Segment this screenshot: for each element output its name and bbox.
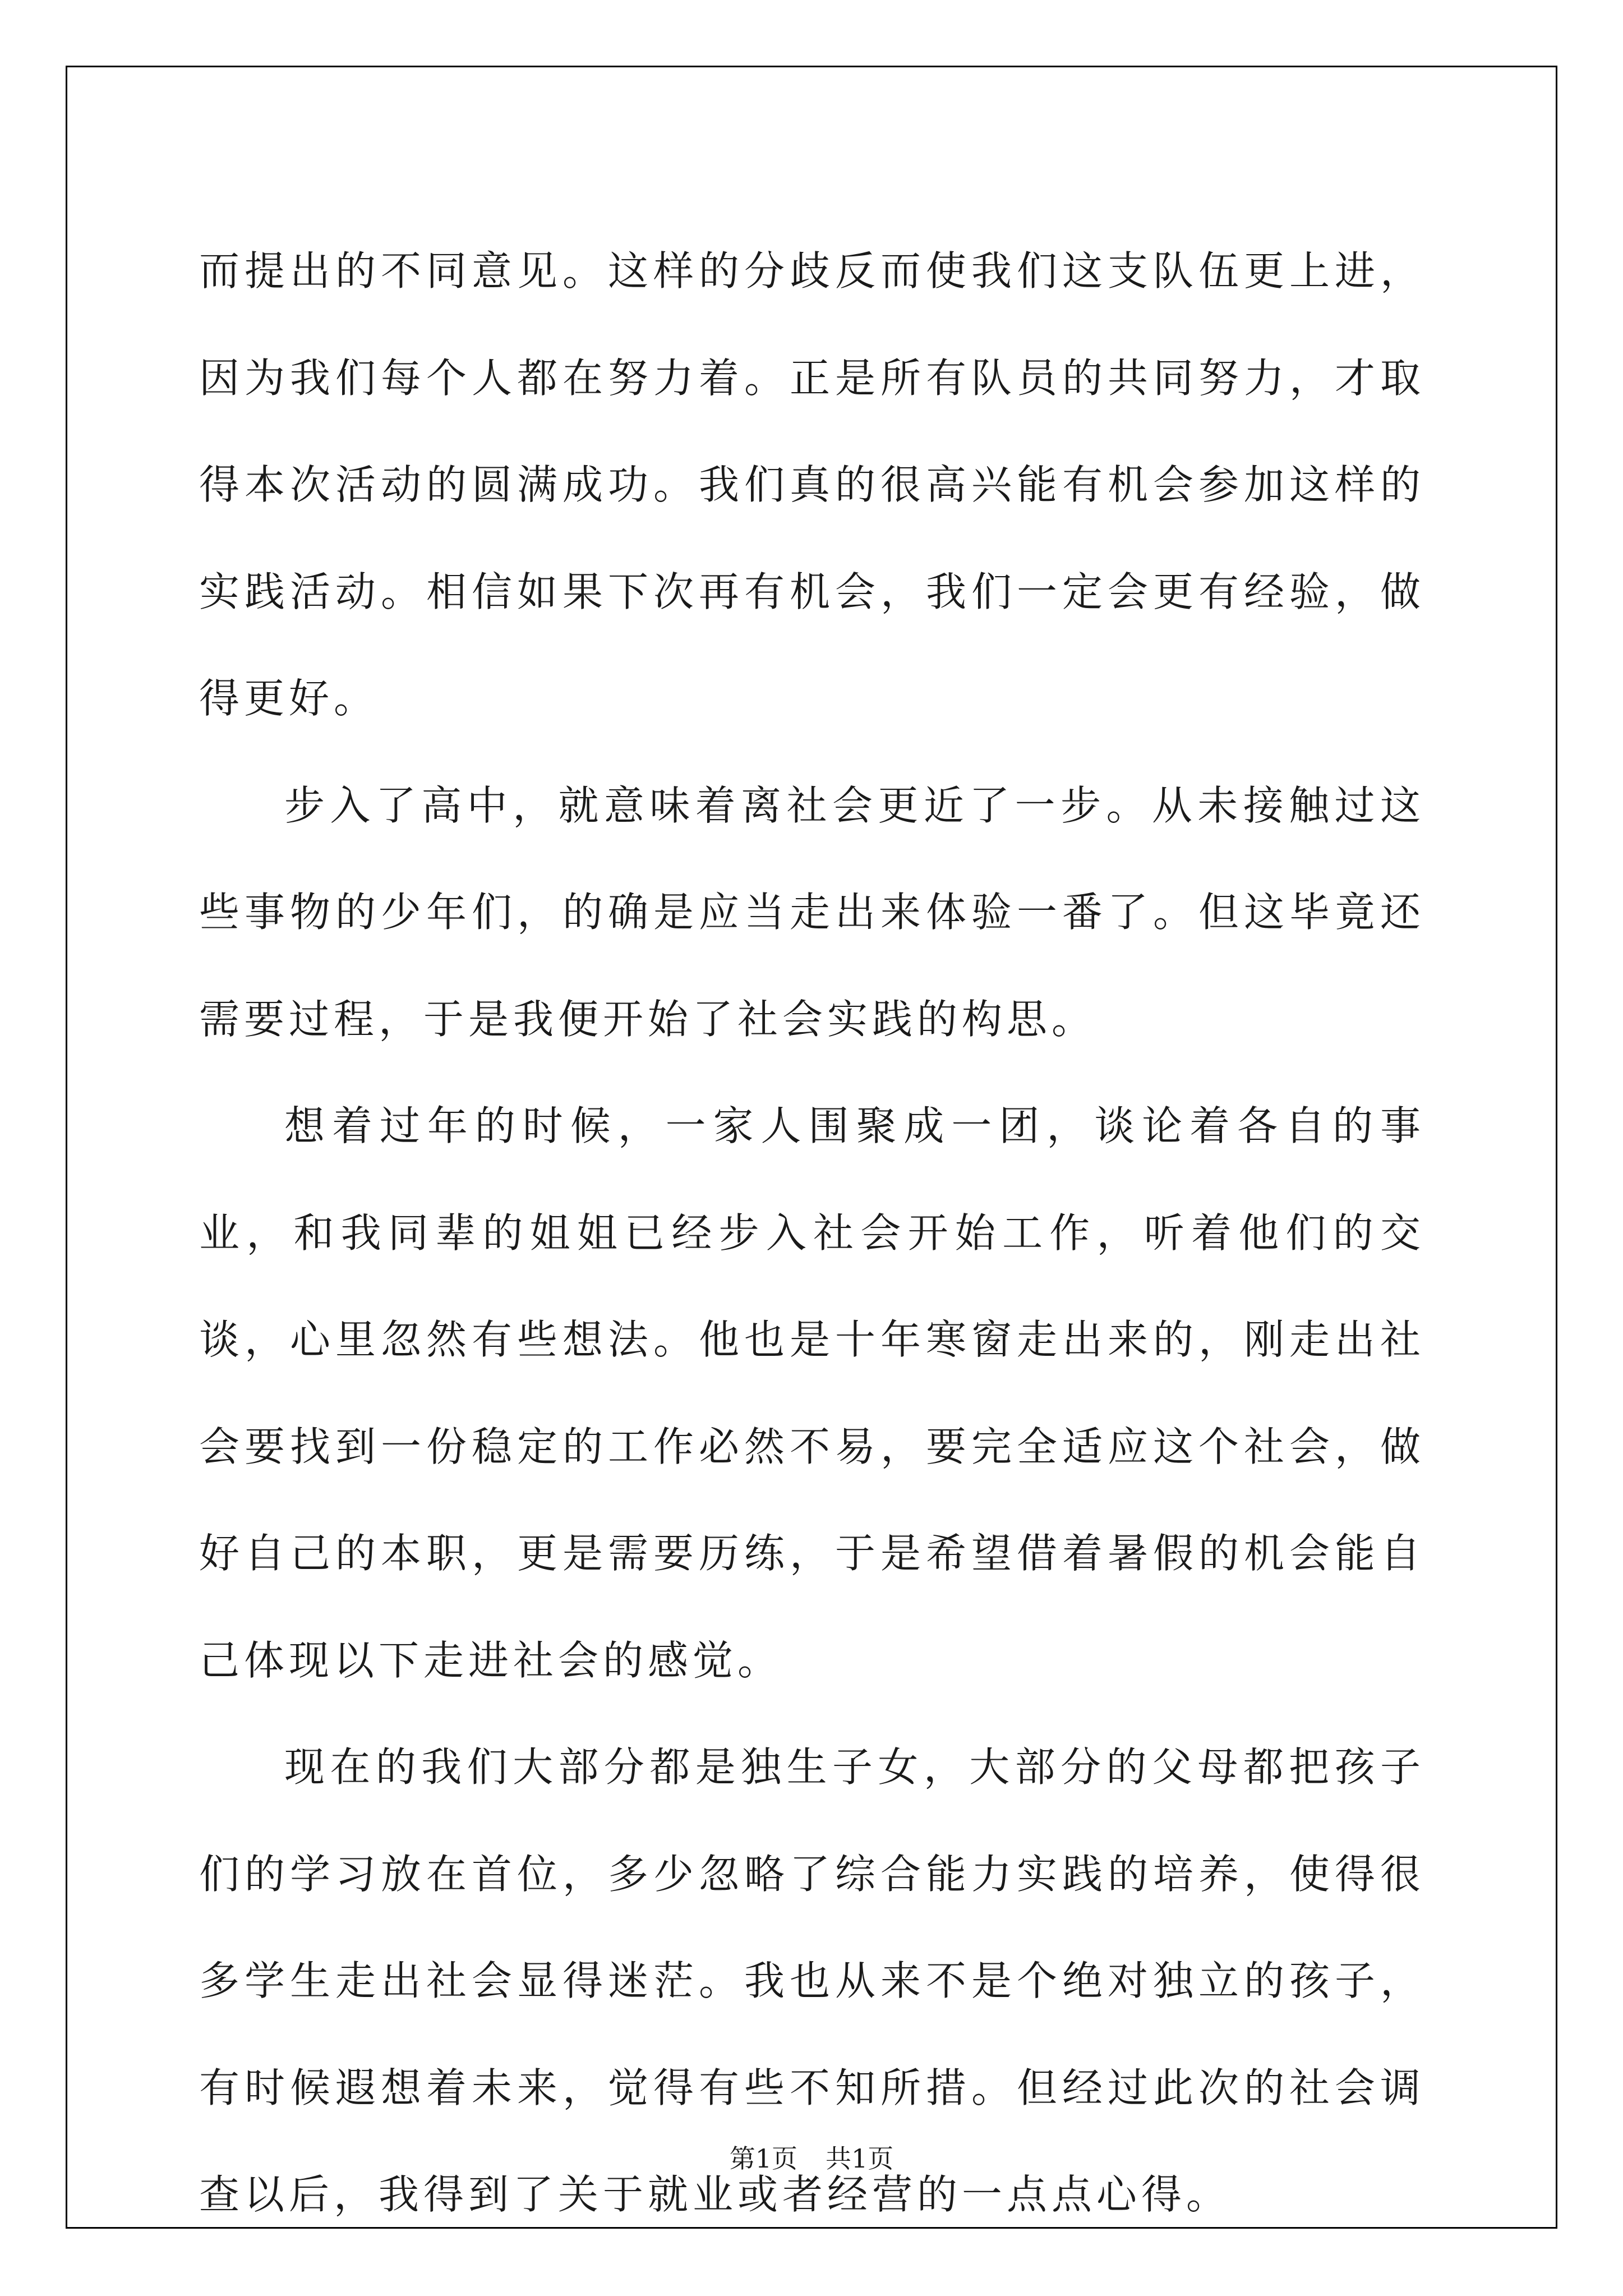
- paragraph: 步入了高中，就意味着离社会更近了一步。从未接触过这些事物的少年们，的确是应当走出来体验一番了。但这毕竟还需要过程，于是我便开始了社会实践的构思。: [199, 781, 1425, 1043]
- paragraph: 而提出的不同意见。这样的分歧反而使我们这支队伍更上进，因为我们每个人都在努力着。正是所有队员的共同努力，才取得本次活动的圆满成功。我们真的很高兴能有机会参加这样的实践活动。相信如果下次再有机会，我们一定会更有经验，做得更好。: [199, 247, 1425, 722]
- page-number: 第1页: [729, 2143, 797, 2174]
- page-total: 共1页: [826, 2143, 894, 2174]
- page-footer: [0, 2142, 1623, 2175]
- paragraph: 想着过年的时候，一家人围聚成一团，谈论着各自的事业，和我同辈的姐姐已经步入社会开始工作，听着他们的交谈，心里忽然有些想法。他也是十年寒窗走出来的，刚走出社会要找到一份稳定的工作必然不易，要完全适应这个社会，做好自己的本职，更是需要历练，于是希望借着暑假的机会能自己体现以下走进社会的感觉。: [199, 1102, 1425, 1684]
- document-body: [199, 218, 1425, 2248]
- paragraph: 现在的我们大部分都是独生子女，大部分的父母都把孩子们的学习放在首位，多少忽略了综合能力实践的培养，使得很多学生走出社会显得迷茫。我也从来不是个绝对独立的孩子，有时候遐想着未来，觉得有些不知所措。但经过此次的社会调查以后，我得到了关于就业或者经营的一点点心得。: [199, 1743, 1425, 2218]
